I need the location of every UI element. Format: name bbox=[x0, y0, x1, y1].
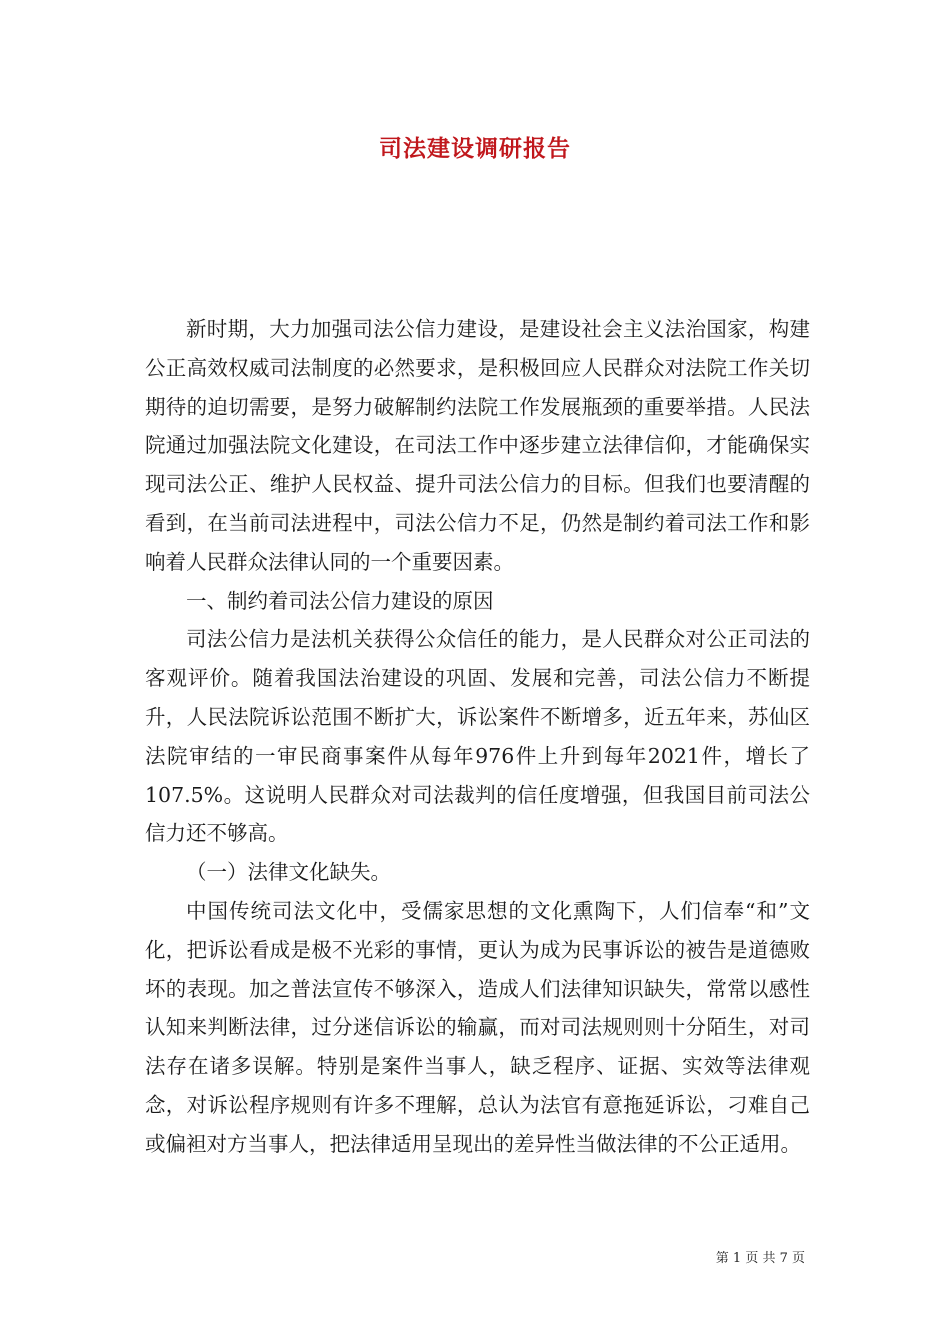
section-heading-1: 一、制约着司法公信力建设的原因 bbox=[186, 588, 494, 613]
document-title: 司法建设调研报告 bbox=[379, 135, 571, 162]
document-body bbox=[145, 310, 810, 1164]
subsection-heading-1: （一）法律文化缺失。 bbox=[186, 860, 391, 885]
paragraph-intro: 新时期，大力加强司法公信力建设，是建设社会主义法治国家，构建公正高效权威司法制度的必然要求，是积极回应人民群众对法院工作关切期待的迫切需要，是努力破解制约法院工作发展瓶颈的重要举措。人民法院通过加强法院文化建设，在司法工作中逐步建立法律信仰，才能确保实现司法公正、维护人民权益、提升司法公信力的目标。但我们也要清醒的看到，在当前司法进程中，司法公信力不足，仍然是制约着司法工作和影响着人民群众法律认同的一个重要因素。 bbox=[145, 317, 810, 574]
paragraph-section-1: 司法公信力是法机关获得公众信任的能力，是人民群众对公正司法的客观评价。随着我国法治建设的巩固、发展和完善，司法公信力不断提升，人民法院诉讼范围不断扩大，诉讼案件不断增多，近五年来，苏仙区法院审结的一审民商事案件从每年976件上升到每年2021件，增长了107.5%。这说明人民群众对司法裁判的信任度增强，但我国目前司法公信力还不够高。 bbox=[145, 627, 810, 846]
page-number: 第 1 页 共 7 页 bbox=[715, 1251, 805, 1266]
paragraph-subsection-1: 中国传统司法文化中，受儒家思想的文化熏陶下，人们信奉“和”文化，把诉讼看成是极不光彩的事情，更认为成为民事诉讼的被告是道德败坏的表现。加之普法宣传不够深入，造成人们法律知识缺失，常常以感性认知来判断法律，过分迷信诉讼的输赢，而对司法规则则十分陌生，对司法存在诸多误解。特别是案件当事人，缺乏程序、证据、实效等法律观念，对诉讼程序规则有许多不理解，总认为法官有意拖延诉讼，刁难自己或偏袒对方当事人，把法律适用呈现出的差异性当做法律的不公正适用。 bbox=[145, 898, 810, 1156]
